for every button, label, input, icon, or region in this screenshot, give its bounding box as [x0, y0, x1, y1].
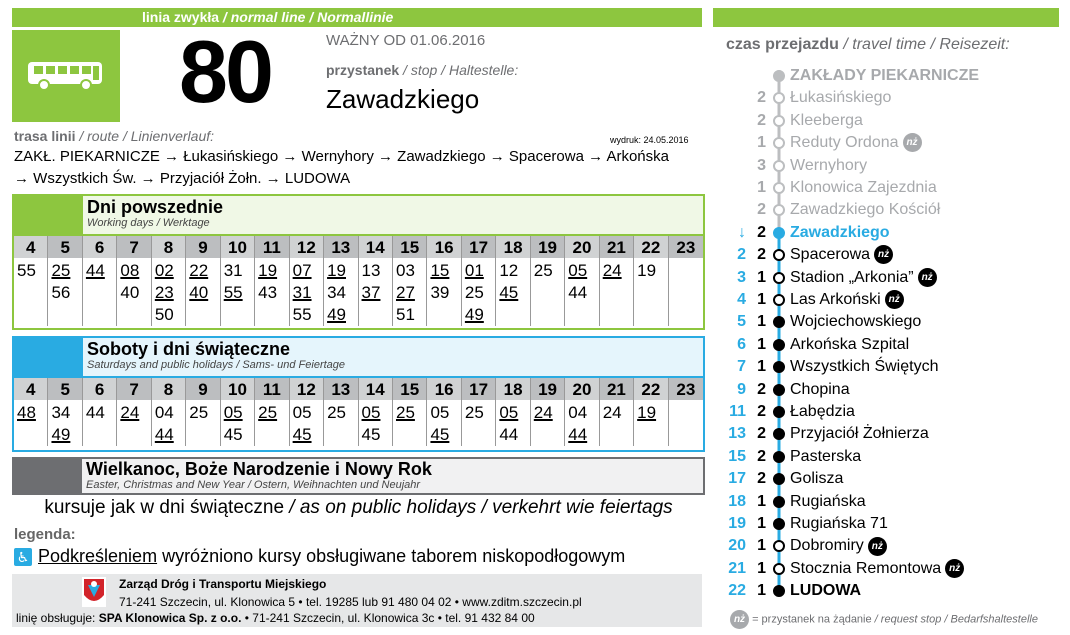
request-stop-icon: nż	[903, 133, 922, 152]
departure-minute: 43	[258, 283, 278, 302]
stop-row	[720, 379, 1060, 401]
hour-column	[669, 236, 703, 326]
stop-row	[720, 110, 1060, 132]
stop-delta-time: 2	[757, 425, 766, 443]
departure-minute: 24	[602, 261, 622, 280]
stop-dot	[773, 272, 785, 284]
hour-column	[427, 236, 461, 326]
stop-name: Stadion „Arkonia” nż	[790, 267, 937, 289]
route-line-2: → Wszystkich Św. → Przyjaciół Żołn. → LUDOWA	[14, 170, 351, 187]
stop-name: Rugiańska	[790, 492, 866, 510]
hour-header: 20	[565, 236, 598, 259]
hour-column	[427, 378, 461, 446]
departure-minute: 12	[499, 261, 519, 280]
departure-minute: 04	[154, 403, 174, 422]
departure-minute: 01	[464, 261, 484, 280]
hour-column	[634, 378, 668, 446]
departure-minute: 25	[533, 261, 553, 280]
stop-row	[720, 401, 1060, 423]
hour-column	[496, 378, 530, 446]
departure-minute: 49	[327, 305, 346, 324]
hour-column	[462, 378, 496, 446]
departure-minute: 08	[120, 261, 140, 280]
stop-dot	[773, 518, 785, 530]
departure-minute: 19	[637, 403, 657, 422]
wheelchair-icon: ♿	[14, 548, 32, 566]
footer-org: Zarząd Dróg i Transportu Miejskiego	[119, 577, 327, 591]
stop-name: Arkońska Szpital	[790, 335, 910, 353]
hour-column	[600, 378, 634, 446]
departure-minute: 34	[327, 283, 346, 302]
hour-column	[600, 236, 634, 326]
departure-minute: 19	[327, 261, 346, 280]
stop-row	[720, 244, 1060, 266]
hour-header: 21	[600, 236, 633, 259]
departure-minute: 37	[361, 283, 381, 302]
departure-minute: 05	[430, 403, 450, 422]
stop-delta-time: 1	[757, 179, 766, 196]
hour-column	[565, 378, 599, 446]
stop-row	[720, 356, 1060, 378]
request-stop-icon: nż	[868, 537, 887, 556]
hour-header: 5	[48, 378, 81, 401]
hour-header: 14	[359, 378, 392, 401]
stop-name: Zawadzkiego	[326, 84, 480, 114]
hour-column	[221, 236, 255, 326]
stop-row	[720, 199, 1060, 221]
valid-from: WAŻNY OD 01.06.2016	[326, 32, 486, 49]
hour-column	[48, 378, 82, 446]
stop-name: Przyjaciół Żołnierza	[790, 425, 929, 443]
stop-name: Las Arkoński nż	[790, 289, 904, 311]
stop-name: ZAKŁADY PIEKARNICZE	[790, 67, 980, 84]
hour-header: 17	[462, 378, 495, 401]
stop-name: Spacerowa nż	[790, 244, 893, 266]
hour-column	[634, 236, 668, 326]
departure-minute: 25	[464, 403, 484, 422]
stop-dot	[773, 384, 785, 396]
hour-header: 22	[634, 378, 667, 401]
hour-header: 8	[152, 378, 185, 401]
stop-row	[720, 155, 1060, 177]
stop-row	[720, 334, 1060, 356]
departure-minute: 56	[51, 283, 71, 302]
stop-dot	[773, 496, 785, 508]
stop-total-time: 3	[737, 268, 746, 286]
hour-column	[565, 236, 599, 326]
stop-row	[720, 423, 1060, 445]
footer-operator: linię obsługuje: SPA Klonowica Sp. z o.o. • 71-241 Szczecin, ul. Klonowica 3c • tel. 91 432 84 00	[16, 611, 535, 625]
hour-column	[14, 236, 48, 326]
stop-row	[720, 289, 1060, 311]
weekday-grid	[14, 234, 703, 326]
departure-minute: 23	[154, 283, 174, 302]
departure-minute: 49	[464, 305, 484, 324]
stop-row	[720, 222, 1060, 244]
request-stop-legend: nż = przystanek na żądanie / request stop / Bedarfshaltestelle	[726, 610, 1038, 629]
hour-header: 9	[186, 236, 219, 259]
hour-header: 22	[634, 236, 667, 259]
bus-icon	[26, 60, 106, 92]
stop-dot	[773, 115, 785, 127]
hour-header: 15	[393, 378, 426, 401]
hour-column	[152, 236, 186, 326]
request-stop-icon: nż	[918, 268, 937, 287]
footer	[12, 574, 702, 627]
stop-delta-time: 1	[757, 582, 766, 600]
hour-column	[669, 378, 703, 446]
stop-name: Wszystkich Świętych	[790, 358, 939, 376]
stop-dot	[773, 406, 785, 418]
stop-label: przystanek / stop / Haltestelle:	[326, 62, 519, 78]
stop-delta-time: 1	[757, 291, 766, 308]
stop-delta-time: 1	[757, 537, 766, 555]
hour-column	[290, 378, 324, 446]
stop-delta-time: 1	[757, 515, 766, 532]
stop-delta-time: 1	[757, 492, 766, 510]
stop-row	[720, 513, 1060, 535]
stop-delta-time: 2	[757, 89, 766, 107]
stop-dot	[773, 294, 785, 306]
stop-name: Wojciechowskiego	[790, 313, 922, 331]
hour-header: 4	[14, 236, 47, 259]
hour-column	[324, 378, 358, 446]
departure-minute: 27	[395, 283, 415, 302]
stop-row	[720, 311, 1060, 333]
hour-column	[359, 378, 393, 446]
stop-name: Łabędzia	[790, 403, 855, 420]
stop-dot	[773, 339, 785, 351]
departure-minute: 15	[430, 261, 450, 280]
hour-header: 6	[83, 236, 116, 259]
stop-delta-time: 2	[757, 111, 766, 129]
line-number: 80	[179, 22, 271, 121]
stop-total-time: 7	[737, 358, 746, 376]
hour-header: 19	[531, 236, 564, 259]
bus-icon-box	[12, 30, 120, 122]
legend-label: legenda:	[14, 526, 76, 543]
hour-header: 14	[359, 236, 392, 259]
hour-column	[117, 378, 151, 446]
holiday-note: kursuje jak w dni świąteczne / as on public holidays / verkehrt wie feiertags	[44, 497, 673, 518]
hour-header: 11	[255, 236, 288, 259]
hour-header: 5	[48, 236, 81, 259]
weekday-subtitle: Working days / Werktage	[87, 217, 210, 229]
departure-minute: 40	[120, 283, 140, 302]
stop-delta-time: 1	[757, 559, 766, 577]
hour-header: 6	[83, 378, 116, 401]
departure-minute: 24	[533, 403, 553, 422]
stop-name: Wernyhory	[790, 156, 868, 174]
departure-minute: 44	[154, 425, 174, 444]
departure-minute: 25	[189, 403, 209, 422]
stop-name: Stocznia Remontowa nż	[790, 558, 964, 580]
departure-minute: 31	[292, 283, 312, 302]
departure-minute: 44	[85, 403, 105, 422]
hour-header: 23	[669, 236, 703, 259]
departure-minute: 19	[258, 261, 278, 280]
request-stop-icon: nż	[730, 610, 749, 629]
stop-total-time: ↓	[738, 223, 746, 241]
hour-column	[393, 236, 427, 326]
departure-minute: 45	[292, 425, 312, 444]
hour-column	[83, 378, 117, 446]
stop-dot	[773, 451, 785, 463]
stop-row	[720, 558, 1060, 580]
saturday-title: Soboty i dni świąteczne	[87, 339, 291, 359]
stop-row	[720, 65, 1060, 87]
departure-minute: 05	[361, 403, 381, 422]
stop-total-time: 9	[737, 380, 746, 398]
stop-dot	[773, 563, 785, 575]
hour-column	[221, 378, 255, 446]
departure-minute: 05	[223, 403, 243, 422]
departure-minute: 02	[154, 261, 174, 280]
stop-name: Dobromiry nż	[790, 535, 887, 557]
departure-minute: 51	[395, 305, 415, 324]
stop-delta-time: 2	[757, 447, 766, 465]
hour-header: 9	[186, 378, 219, 401]
stop-total-time: 13	[728, 425, 746, 443]
stop-name: Chopina	[790, 380, 850, 398]
hour-header: 23	[669, 378, 703, 401]
departure-minute: 45	[223, 425, 243, 444]
departure-minute: 05	[568, 261, 588, 280]
hour-column	[290, 236, 324, 326]
stop-delta-time: 3	[757, 156, 766, 174]
travel-time-bar	[713, 8, 1059, 27]
stop-total-time: 17	[728, 470, 746, 488]
stop-dot	[773, 70, 785, 82]
departure-minute: 22	[189, 261, 209, 280]
stop-delta-time: 2	[757, 246, 766, 264]
stop-name: Klonowica Zajezdnia	[790, 179, 937, 196]
departure-minute: 55	[223, 283, 243, 302]
stop-delta-time: 2	[757, 470, 766, 488]
request-stop-icon: nż	[945, 559, 964, 578]
stop-row	[720, 535, 1060, 557]
departure-minute: 50	[154, 305, 174, 324]
hour-header: 13	[324, 236, 357, 259]
stop-delta-time: 1	[757, 358, 766, 376]
stop-total-time: 11	[729, 403, 746, 420]
stop-row	[720, 468, 1060, 490]
departure-minute: 48	[17, 403, 36, 422]
stop-dot	[773, 182, 785, 194]
stop-row	[720, 87, 1060, 109]
hour-column	[255, 236, 289, 326]
stop-name: Pasterska	[790, 447, 862, 465]
hour-header: 7	[117, 236, 150, 259]
hour-header: 21	[600, 378, 633, 401]
departure-minute: 05	[292, 403, 312, 422]
departure-minute: 44	[85, 261, 105, 280]
departure-minute: 49	[51, 425, 71, 444]
stop-row	[720, 132, 1060, 154]
hour-column	[255, 378, 289, 446]
departure-minute: 45	[361, 425, 381, 444]
departure-minute: 25	[395, 403, 415, 422]
print-date: wydruk: 24.05.2016	[610, 135, 689, 145]
hour-header: 19	[531, 378, 564, 401]
hour-column	[462, 236, 496, 326]
stop-delta-time: 2	[757, 201, 766, 219]
line-type: linia zwykła	[142, 9, 220, 25]
hour-header: 15	[393, 236, 426, 259]
stop-name: Kleeberga	[790, 111, 863, 129]
stop-delta-time: 1	[757, 313, 766, 331]
stop-name: LUDOWA	[790, 582, 862, 600]
hour-column	[496, 236, 530, 326]
stop-total-time: 22	[728, 582, 746, 600]
hour-header: 8	[152, 236, 185, 259]
departure-minute: 05	[499, 403, 519, 422]
saturday-subtitle: Saturdays and public holidays / Sams- und Feiertage	[87, 359, 346, 371]
departure-minute: 45	[430, 425, 450, 444]
departure-minute: 55	[17, 261, 36, 280]
stop-row	[720, 177, 1060, 199]
departure-minute: 44	[499, 425, 519, 444]
holiday-title: Wielkanoc, Boże Narodzenie i Nowy Rok	[86, 459, 432, 479]
stop-total-time: 6	[737, 335, 746, 353]
departure-minute: 31	[223, 261, 243, 280]
hour-header: 12	[290, 378, 323, 401]
stop-total-time: 2	[737, 246, 746, 264]
departure-minute: 39	[430, 283, 450, 302]
hour-header: 7	[117, 378, 150, 401]
weekday-title: Dni powszednie	[87, 197, 224, 217]
zdtm-logo	[82, 577, 106, 607]
stop-name: Zawadzkiego Kościół	[790, 201, 941, 219]
stop-row	[720, 491, 1060, 513]
saturday-grid	[14, 376, 703, 446]
stop-total-time: 21	[728, 559, 746, 577]
stop-delta-time: 1	[757, 335, 766, 353]
hour-header: 20	[565, 378, 598, 401]
departure-minute: 44	[568, 425, 588, 444]
stop-total-time: 20	[728, 537, 746, 555]
stop-name: Zawadzkiego	[790, 223, 890, 241]
hour-header: 13	[324, 378, 357, 401]
departure-minute: 34	[51, 403, 71, 422]
hour-header: 17	[462, 236, 495, 259]
departure-minute: 25	[258, 403, 278, 422]
hour-column	[531, 378, 565, 446]
hour-header: 16	[427, 378, 460, 401]
departure-minute: 25	[327, 403, 346, 422]
stop-name: Rugiańska 71	[790, 515, 888, 532]
weekday-schedule	[12, 194, 705, 330]
stop-row	[720, 267, 1060, 289]
hour-header: 18	[496, 378, 529, 401]
stop-total-time: 19	[728, 515, 746, 532]
departure-minute: 13	[361, 261, 381, 280]
stop-delta-time: 2	[757, 403, 766, 420]
departure-minute: 44	[568, 283, 588, 302]
hour-column	[186, 236, 220, 326]
hour-header: 11	[255, 378, 288, 401]
legend-row: ♿ Podkreśleniem wyróżniono kursy obsługiwane taborem niskopodłogowym	[14, 546, 625, 567]
stop-total-time: 15	[728, 447, 746, 465]
route-label: trasa linii / route / Linienverlauf:	[14, 128, 215, 144]
departure-minute: 55	[292, 305, 312, 324]
departure-minute: 25	[464, 283, 484, 302]
holiday-subtitle: Easter, Christmas and New Year / Ostern, Weihnachten und Neujahr	[86, 479, 421, 491]
travel-time-title: czas przejazdu / travel time / Reisezeit:	[726, 36, 1010, 53]
stop-row	[720, 446, 1060, 468]
departure-minute: 03	[395, 261, 415, 280]
departure-minute: 04	[568, 403, 588, 422]
hour-column	[117, 236, 151, 326]
hour-header: 12	[290, 236, 323, 259]
stop-delta-time: 1	[757, 134, 766, 152]
stop-row	[720, 580, 1060, 602]
stop-dot	[773, 227, 785, 239]
stop-delta-time: 2	[757, 223, 766, 241]
route-line-1: ZAKŁ. PIEKARNICZE → Łukasińskiego → Wernyhory → Zawadzkiego → Spacerowa → Arkońska	[14, 148, 669, 165]
stop-total-time: 18	[728, 492, 746, 510]
hour-column	[393, 378, 427, 446]
hour-header: 16	[427, 236, 460, 259]
hour-column	[359, 236, 393, 326]
hour-column	[152, 378, 186, 446]
hour-column	[83, 236, 117, 326]
request-stop-icon: nż	[874, 245, 893, 264]
departure-minute: 24	[602, 403, 622, 422]
hour-column	[531, 236, 565, 326]
stop-delta-time: 2	[757, 380, 766, 398]
hour-column	[48, 236, 82, 326]
footer-address: 71-241 Szczecin, ul. Klonowica 5 • tel. 19285 lub 91 480 04 02 • www.zditm.szczecin.pl	[119, 595, 582, 609]
departure-minute: 07	[292, 261, 312, 280]
hour-column	[14, 378, 48, 446]
stop-name: Reduty Ordona nż	[790, 132, 922, 154]
stop-dot	[773, 160, 785, 172]
hour-header: 18	[496, 236, 529, 259]
hour-header: 10	[221, 236, 254, 259]
stop-total-time: 5	[737, 313, 746, 331]
hour-header: 10	[221, 378, 254, 401]
stop-name: Łukasińskiego	[790, 89, 892, 107]
departure-minute: 19	[637, 261, 657, 280]
hour-header: 4	[14, 378, 47, 401]
saturday-schedule	[12, 336, 705, 452]
line-type-bar: linia zwykła / normal line / Normallinie	[12, 8, 702, 27]
stop-total-time: 4	[737, 291, 746, 308]
holiday-schedule	[12, 457, 705, 495]
hour-column	[324, 236, 358, 326]
request-stop-icon: nż	[885, 290, 904, 309]
stop-name: Golisza	[790, 470, 844, 488]
departure-minute: 25	[51, 261, 71, 280]
stop-delta-time: 1	[757, 268, 766, 286]
hour-column	[186, 378, 220, 446]
departure-minute: 24	[120, 403, 140, 422]
departure-minute: 45	[499, 283, 519, 302]
departure-minute: 40	[189, 283, 209, 302]
